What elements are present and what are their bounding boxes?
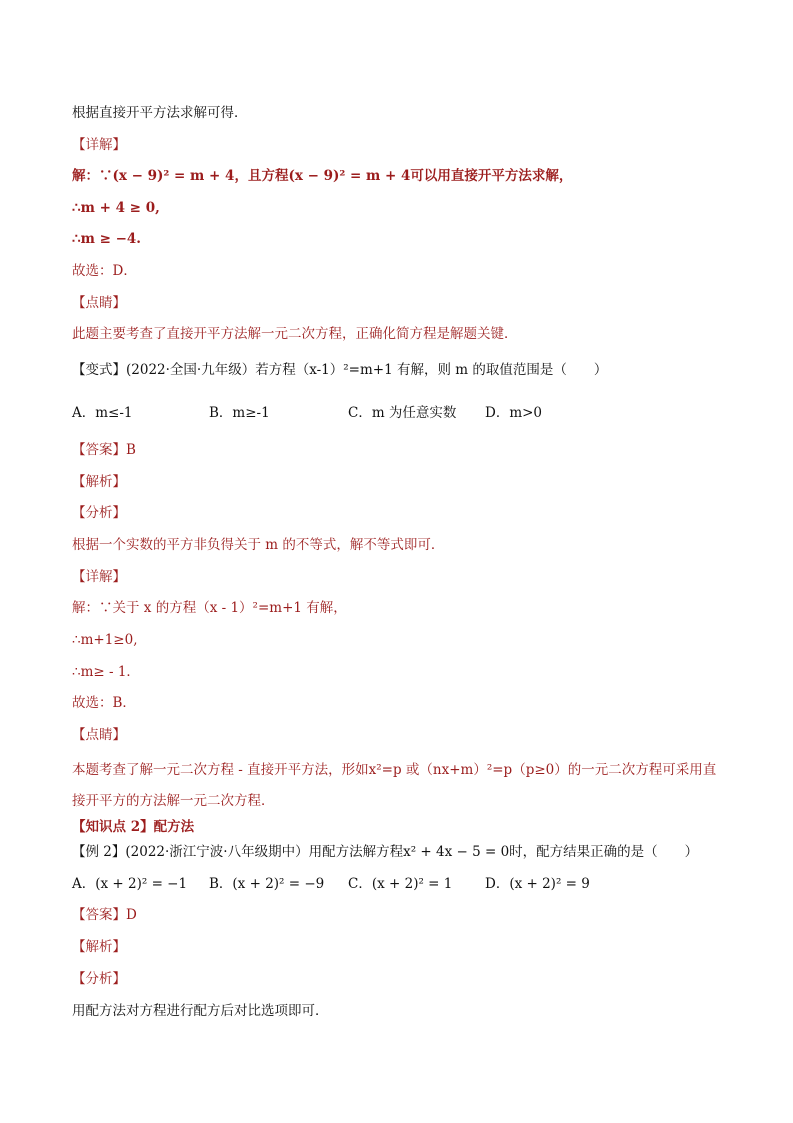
solution-line: 故选：D．	[72, 263, 137, 279]
option-a: A．m≤-1	[72, 405, 133, 421]
section-heading-analysis: 【解析】	[72, 474, 126, 490]
example-options-row	[72, 875, 722, 893]
option-d: D．(x + 2)² = 9	[485, 876, 590, 892]
solution-line: ∴m≥ - 1．	[72, 664, 140, 680]
comment-text: 此题主要考查了直接开平方法解一元二次方程，正确化简方程是解题关键．	[72, 326, 518, 342]
section-heading-reasoning: 【分析】	[72, 971, 126, 987]
solution-line: ∴m + 4 ≥ 0,	[72, 200, 160, 216]
comment-text: 本题考查了解一元二次方程 - 直接开平方法，形如x²=p 或（nx+m）²=p（p≥0）的一元二次方程可采用直	[72, 762, 717, 778]
solution-line: 故选：B．	[72, 695, 136, 711]
solution-line: ∴m+1≥0,	[72, 632, 138, 648]
knowledge-point-heading: 【知识点 2】配方法	[72, 819, 195, 835]
comment-text: 接开平方的方法解一元二次方程．	[72, 793, 275, 809]
solution-line: 解：∵(x − 9)² = m + 4，且方程(x − 9)² = m + 4可以用直接开平方法求解，	[72, 168, 573, 184]
section-heading-analysis: 【解析】	[72, 939, 126, 955]
section-heading-reasoning: 【分析】	[72, 505, 126, 521]
section-heading-detail: 【详解】	[72, 569, 126, 585]
options-row	[72, 404, 722, 422]
solution-line: ∴m ≥ −4.	[72, 231, 141, 247]
question-variant: 【变式】(2022·全国·九年级）若方程（x-1）²=m+1 有解，则 m 的取值范围是（ ）	[72, 362, 608, 378]
option-b: B．(x + 2)² = −9	[209, 876, 325, 892]
option-c: C．(x + 2)² = 1	[348, 876, 453, 892]
example-question: 【例 2】(2022·浙江宁波·八年级期中）用配方法解方程x² + 4x − 5 = 0时，配方结果正确的是（ ）	[72, 844, 699, 860]
section-heading-comment: 【点睛】	[72, 295, 126, 311]
section-heading-detail: 【详解】	[72, 137, 126, 153]
option-a: A．(x + 2)² = −1	[72, 876, 188, 892]
option-b: B．m≥-1	[209, 405, 270, 421]
text-line: 根据直接开平方法求解可得．	[72, 105, 248, 121]
option-c: C．m 为任意实数	[348, 405, 457, 421]
answer-line: 【答案】B	[72, 442, 136, 458]
answer-line: 【答案】D	[72, 907, 137, 923]
reasoning-text: 用配方法对方程进行配方后对比选项即可．	[72, 1003, 329, 1019]
option-d: D．m>0	[485, 405, 543, 421]
reasoning-text: 根据一个实数的平方非负得关于 m 的不等式，解不等式即可．	[72, 537, 445, 553]
section-heading-comment: 【点睛】	[72, 727, 126, 743]
solution-line: 解：∵关于 x 的方程（x - 1）²=m+1 有解，	[72, 600, 347, 616]
